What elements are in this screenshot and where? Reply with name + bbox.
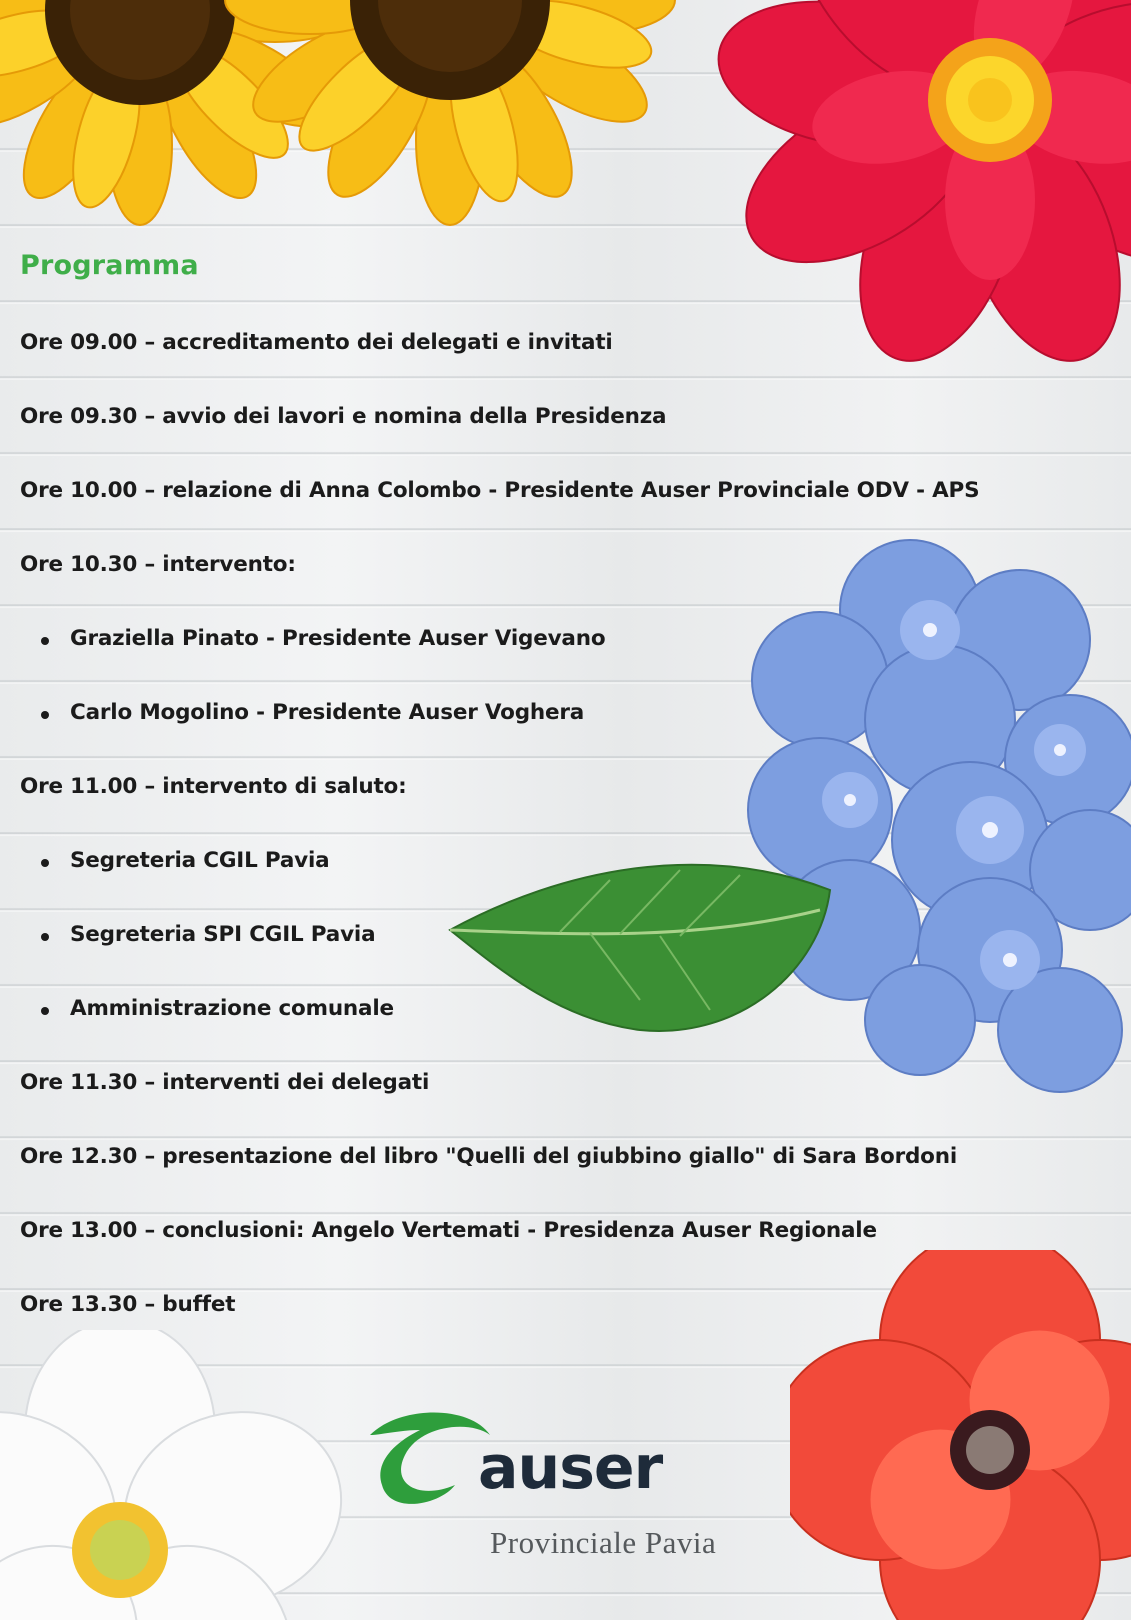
logo-subtitle: Provinciale Pavia: [490, 1525, 717, 1560]
program-line: Ore 09.30 – avvio dei lavori e nomina della Presidenza: [20, 404, 667, 429]
program-line: Ore 11.30 – interventi dei delegati: [20, 1070, 430, 1095]
program-subitem: Amministrazione comunale: [70, 996, 394, 1021]
program-subitem: Segreteria CGIL Pavia: [70, 848, 330, 873]
program-line: Ore 09.00 – accreditamento dei delegati e invitati: [20, 330, 613, 355]
program-subitem: Segreteria SPI CGIL Pavia: [70, 922, 376, 947]
program-line: Ore 10.00 – relazione di Anna Colombo - Presidente Auser Provinciale ODV - APS: [20, 478, 980, 503]
auser-logo: [360, 1405, 780, 1585]
program-line: Ore 12.30 – presentazione del libro "Quelli del giubbino giallo" di Sara Bordoni: [20, 1144, 958, 1169]
program-line: Ore 13.00 – conclusioni: Angelo Vertemati - Presidenza Auser Regionale: [20, 1218, 877, 1243]
program-subitem: Carlo Mogolino - Presidente Auser Voghera: [70, 700, 585, 725]
program-line: Ore 13.30 – buffet: [20, 1292, 236, 1317]
program-line: Ore 10.30 – intervento:: [20, 552, 296, 577]
program-heading: Programma: [20, 250, 199, 281]
program-line: Ore 11.00 – intervento di saluto:: [20, 774, 407, 799]
program-subitem: Graziella Pinato - Presidente Auser Vigevano: [70, 626, 606, 651]
logo-wordmark: auser: [478, 1433, 663, 1503]
